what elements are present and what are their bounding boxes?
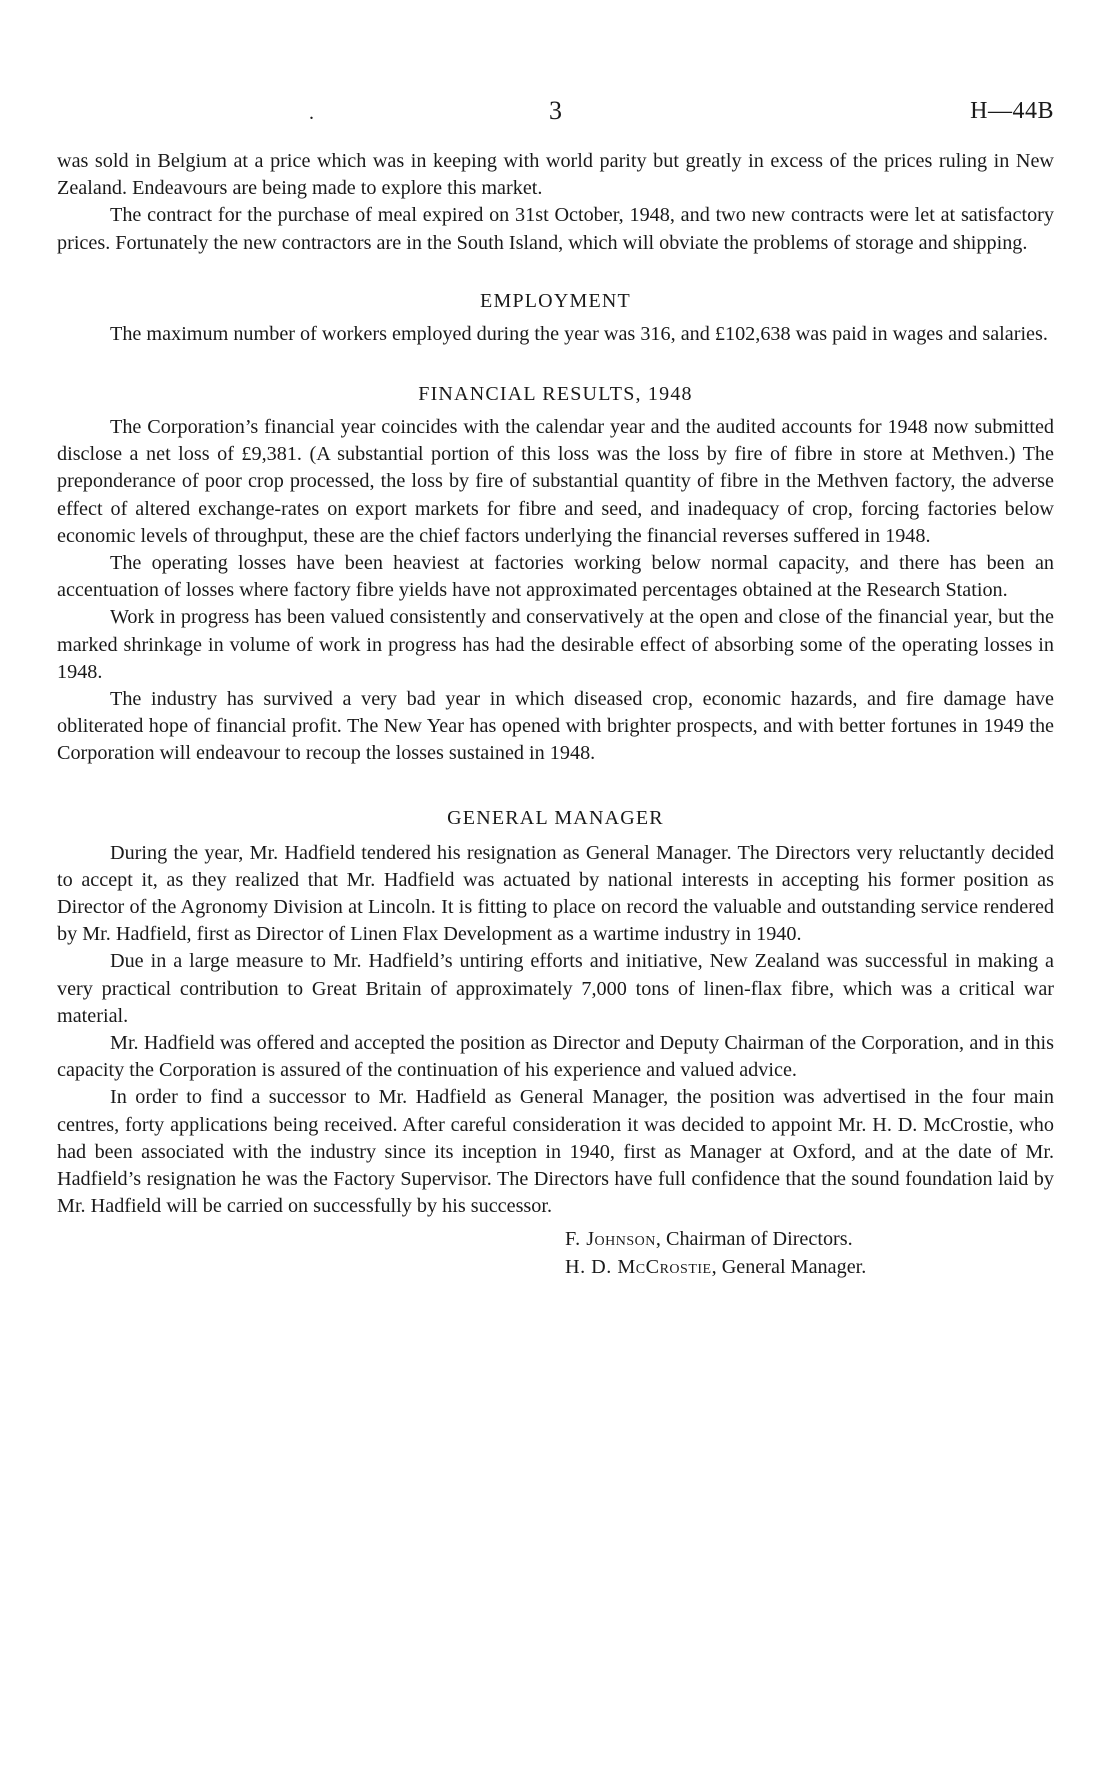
financial-results-section [57, 380, 1054, 768]
financial-paragraph-2: The operating losses have been heaviest at factories working below normal capacity, and there has been an accentuation of losses where factory fibre yields have not approximated percentages obtained at the Research Station. [57, 552, 1054, 602]
general-manager-heading: GENERAL MANAGER [447, 806, 664, 829]
manager-paragraph-2: Due in a large measure to Mr. Hadfield’s untiring efforts and initiative, New Zealand was successful in making a very practical contribution to Great Britain of approximately 7,000 tons of linen-flax fibre, which was a critical war material. [57, 950, 1054, 1027]
financial-paragraph-4: The industry has survived a very bad year in which diseased crop, economic hazards, and fire damage have obliterated hope of financial profit. The New Year has opened with brighter prospects, and with better fortunes in 1949 the Corporation will endeavour to recoup the losses sustained in 1948. [57, 688, 1054, 765]
financial-paragraph-1: The Corporation’s financial year coincides with the calendar year and the audited accounts for 1948 now submitted disclose a net loss of £9,381. (A substantial portion of this loss was the loss by fire of fibre in store at Methven.) The preponderance of poor crop processed, the loss by fire of substantial quantity of fibre in the Methven factory, the adverse effect of altered exchange-rates on export markets for fibre and seed, and inadequacy of crop, forcing factories below economic levels of throughput, these are the chief factors underlying the financial reverses suffered in 1948. [57, 416, 1054, 547]
signature-chairman [565, 1225, 1054, 1253]
manager-paragraph-3: Mr. Hadfield was offered and accepted the position as Director and Deputy Chairman of the Corporation, and in this capacity the Corporation is assured of the continuation of his experience and valued advice. [57, 1032, 1054, 1082]
signature-general-manager [565, 1253, 1054, 1281]
intro-section [57, 148, 1054, 257]
employment-section [57, 287, 1054, 348]
general-manager-title: , General Manager. [711, 1255, 867, 1278]
document-reference: H—44B [970, 98, 1054, 124]
employment-paragraph-1: The maximum number of workers employed during the year was 316, and £102,638 was paid in wages and salaries. [110, 322, 1048, 345]
page-header [57, 88, 1054, 148]
chairman-title: , Chairman of Directors. [655, 1227, 853, 1250]
employment-heading: EMPLOYMENT [480, 289, 631, 312]
manager-paragraph-4: In order to find a successor to Mr. Hadfield as General Manager, the position was advertised in the four main centres, forty applications being received. After careful consideration it was decided to appoint Mr. H. D. McCrostie, who had been associated with the industry since its inception in 1940, first as Manager at Oxford, and at the date of Mr. Hadfield’s resignation he was the Factory Supervisor. The Directors have full confidence that the sound foundation laid by Mr. Hadfield will be carried on successfully by his successor. [57, 1086, 1054, 1218]
intro-paragraph-2: The contract for the purchase of meal expired on 31st October, 1948, and two new contracts were let at satisfactory prices. Fortunately the new contractors are in the South Island, which will obviate the problems of storage and shipping. [57, 204, 1054, 254]
intro-paragraph-1: was sold in Belgium at a price which was in keeping with world parity but greatly in excess of the prices ruling in New Zealand. Endeavours are being made to explore this market. [57, 150, 1054, 200]
chairman-name: F. Johnson [565, 1227, 656, 1250]
page-number: 3 [549, 96, 562, 125]
general-manager-name: H. D. McCrostie [565, 1255, 712, 1278]
financial-paragraph-3: Work in progress has been valued consistently and conservatively at the open and close of the financial year, but the marked shrinkage in volume of work in progress has had the desirable effect of absorbing some of the operating losses in 1948. [57, 606, 1054, 683]
general-manager-section [57, 804, 1054, 1221]
signature-block [565, 1225, 1054, 1281]
header-dot: . [309, 102, 314, 124]
financial-results-heading: FINANCIAL RESULTS, 1948 [418, 383, 693, 406]
manager-paragraph-1: During the year, Mr. Hadfield tendered his resignation as General Manager. The Directors very reluctantly decided to accept it, as they realized that Mr. Hadfield was actuated by national interests in accepting his former position as Director of the Agronomy Division at Lincoln. It is fitting to place on record the valuable and outstanding service rendered by Mr. Hadfield, first as Director of Linen Flax Development as a wartime industry in 1940. [57, 841, 1054, 946]
